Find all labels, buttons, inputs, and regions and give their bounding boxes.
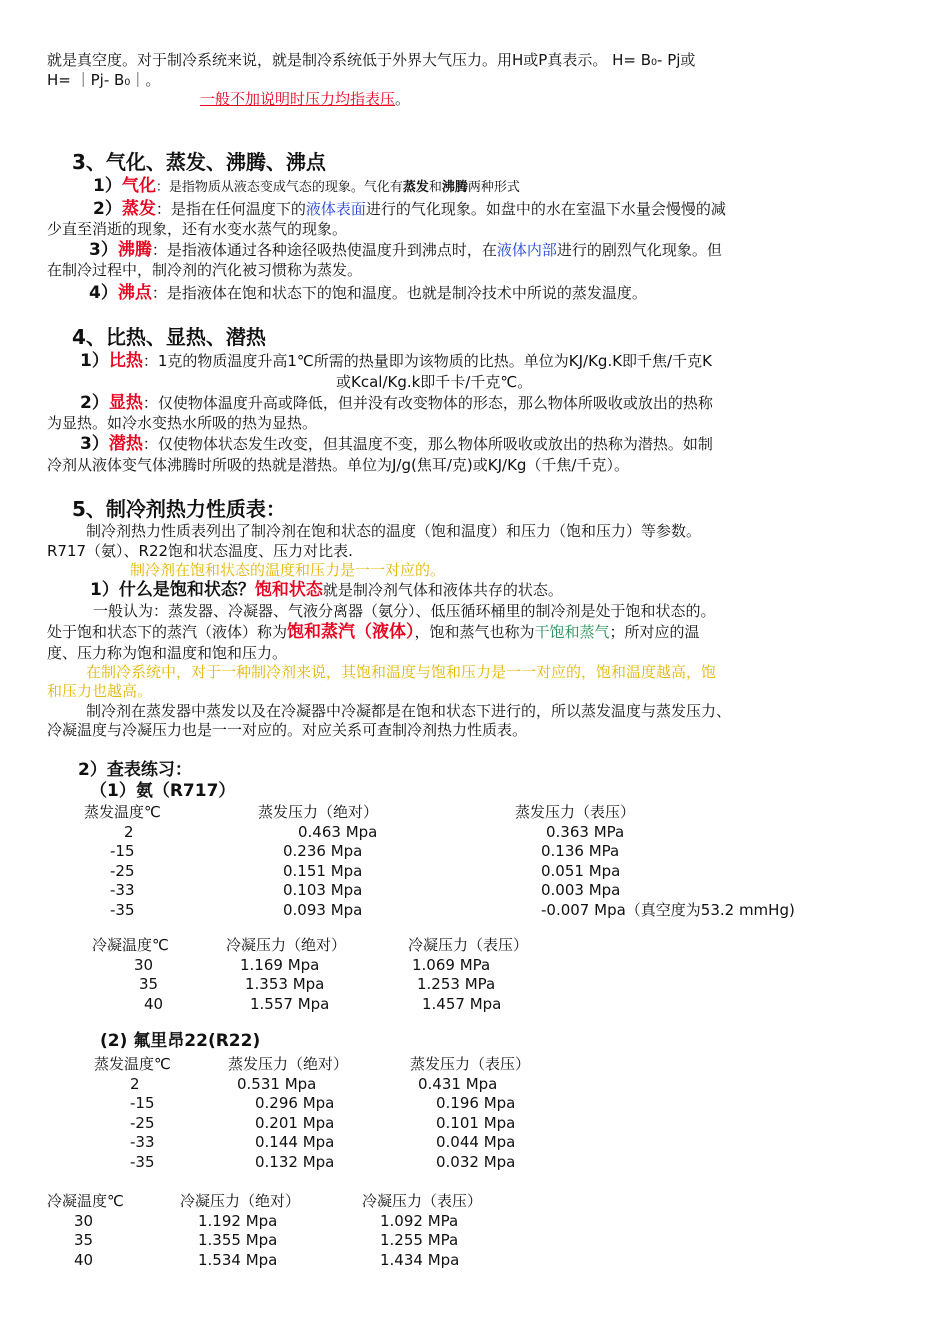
section-4-title: 4、比热、显热、潜热 (72, 325, 266, 349)
s5-line-7: 度、压力称为饱和温度和饱和压力。 (47, 644, 288, 662)
r22-evap-cell-0-2: 0.431 Mpa (418, 1074, 498, 1093)
nh3-evap-cell-2-1: 0.151 Mpa (283, 861, 363, 880)
nh3-cond-cell-0-1: 1.169 Mpa (240, 955, 320, 974)
section-3-title: 3、气化、蒸发、沸腾、沸点 (72, 150, 326, 174)
s4-item-2: 2）显热：仅使物体温度升高或降低，但并没有改变物体的形态，那么物体所吸收或放出的热称 (80, 393, 713, 413)
r22-cond-cell-2-2: 1.434 Mpa (380, 1250, 460, 1269)
s5-line-11: 冷凝温度与冷凝压力也是一一对应的。对应关系可查制冷剂热力性质表。 (47, 721, 528, 739)
nh3-evap-cell-4-1: 0.093 Mpa (283, 900, 363, 919)
r22-evap-cell-2-0: -25 (130, 1113, 155, 1132)
nh3-evap-cell-4-0: -35 (110, 900, 135, 919)
s3-item-3-line-2: 在制冷过程中，制冷剂的汽化被习惯称为蒸发。 (47, 261, 363, 279)
s5-line-6: 处于饱和状态下的蒸汽（液体）称为饱和蒸汽（液体），饱和蒸气也称为干饱和蒸气；所对应的温 (47, 622, 700, 642)
s5-line-2: R717（氨）、R22饱和状态温度、压力对比表. (47, 542, 353, 560)
nh3-title: （1）氨（R717） (90, 781, 236, 801)
r22-title: (2) 氟里昂22(R22) (100, 1031, 261, 1051)
nh3-evap-cell-1-2: 0.136 MPa (541, 842, 620, 860)
nh3-cond-cell-0-2: 1.069 MPa (412, 955, 491, 974)
nh3-evap-header-0: 蒸发温度℃ (84, 803, 161, 821)
s5-question-1: 1）什么是饱和状态？饱和状态就是制冷剂气体和液体共存的状态。 (90, 580, 563, 600)
intro-note: 一般不加说明时压力均指表压。 (200, 90, 411, 108)
nh3-evap-cell-2-0: -25 (110, 861, 135, 880)
r22-evap-cell-0-0: 2 (130, 1074, 140, 1093)
nh3-evap-cell-3-2: 0.003 Mpa (541, 881, 621, 899)
r22-cond-cell-2-1: 1.534 Mpa (198, 1250, 278, 1269)
practice-title: 2）查表练习： (78, 760, 192, 780)
r22-evap-cell-2-1: 0.201 Mpa (255, 1113, 335, 1132)
r22-evap-header-2: 蒸发压力（表压） (410, 1055, 531, 1073)
nh3-evap-cell-1-0: -15 (110, 842, 135, 860)
r22-evap-header-1: 蒸发压力（绝对） (228, 1055, 349, 1073)
r22-evap-cell-4-2: 0.032 Mpa (436, 1152, 516, 1171)
s3-item-2-line-2: 少直至消逝的现象，还有水变水蒸气的现象。 (47, 220, 348, 238)
s5-line-9: 和压力也越高。 (47, 682, 153, 700)
nh3-evap-cell-0-1: 0.463 Mpa (298, 822, 378, 841)
nh3-evap-cell-3-0: -33 (110, 881, 135, 899)
s5-line-5: 一般认为：蒸发器、冷凝器、气液分离器（氨分）、低压循环桶里的制冷剂是处于饱和状态的。 (93, 602, 716, 620)
r22-evap-cell-1-1: 0.296 Mpa (255, 1094, 335, 1112)
r22-cond-cell-0-0: 30 (74, 1211, 94, 1230)
r22-evap-header-0: 蒸发温度℃ (94, 1055, 171, 1073)
nh3-cond-cell-2-0: 40 (144, 994, 164, 1013)
nh3-cond-cell-0-0: 30 (134, 955, 154, 974)
s5-line-8: 在制冷系统中，对于一种制冷剂来说，其饱和温度与饱和压力是一一对应的，饱和温度越高，饱 (86, 663, 717, 681)
nh3-cond-header-2: 冷凝压力（表压） (408, 936, 529, 954)
r22-cond-cell-1-0: 35 (74, 1231, 94, 1249)
nh3-cond-cell-1-2: 1.253 MPa (417, 975, 496, 993)
r22-cond-header-0: 冷凝温度℃ (47, 1192, 124, 1210)
nh3-evap-cell-0-0: 2 (124, 822, 134, 841)
r22-evap-cell-4-1: 0.132 Mpa (255, 1152, 335, 1171)
r22-evap-cell-1-0: -15 (130, 1094, 155, 1112)
nh3-cond-header-0: 冷凝温度℃ (92, 936, 169, 954)
r22-cond-cell-0-2: 1.092 MPa (380, 1211, 459, 1230)
s3-item-1: 1）气化：是指物质从液态变成气态的现象。气化有蒸发和沸腾两种形式 (93, 176, 520, 196)
s4-item-3: 3）潜热：仅使物体状态发生改变，但其温度不变，那么物体所吸收或放出的热称为潜热。如制 (80, 434, 713, 454)
nh3-evap-header-2: 蒸发压力（表压） (515, 803, 636, 821)
r22-evap-cell-3-2: 0.044 Mpa (436, 1133, 516, 1151)
r22-evap-cell-4-0: -35 (130, 1152, 155, 1171)
r22-evap-cell-1-2: 0.196 Mpa (436, 1094, 516, 1112)
s3-item-4: 4）沸点：是指液体在饱和状态下的饱和温度。也就是制冷技术中所说的蒸发温度。 (89, 283, 647, 303)
s4-item-1-line-2: 或Kcal/Kg.k即千卡/千克℃。 (336, 373, 533, 391)
nh3-cond-header-1: 冷凝压力（绝对） (226, 936, 347, 954)
nh3-evap-cell-0-2: 0.363 MPa (546, 822, 625, 841)
s4-item-2-line-2: 为显热。如冷水变热水所吸的热为显热。 (47, 414, 318, 432)
intro-line-1: 就是真空度。对于制冷系统来说，就是制冷系统低于外界大气压力。用H或P真表示。 H= B₀- Pj或 (47, 51, 696, 69)
s5-line-1: 制冷剂热力性质表列出了制冷剂在饱和状态的温度（饱和温度）和压力（饱和压力）等参数。 (86, 522, 702, 540)
r22-cond-cell-1-1: 1.355 Mpa (198, 1231, 278, 1249)
r22-evap-cell-3-1: 0.144 Mpa (255, 1133, 335, 1151)
nh3-evap-header-1: 蒸发压力（绝对） (258, 803, 379, 821)
r22-evap-cell-2-2: 0.101 Mpa (436, 1113, 516, 1132)
nh3-evap-cell-1-1: 0.236 Mpa (283, 842, 363, 860)
nh3-evap-cell-2-2: 0.051 Mpa (541, 861, 621, 880)
nh3-cond-cell-2-2: 1.457 Mpa (422, 994, 502, 1013)
r22-cond-header-1: 冷凝压力（绝对） (180, 1192, 301, 1210)
r22-cond-header-2: 冷凝压力（表压） (362, 1192, 483, 1210)
s4-item-1: 1）比热：1克的物质温度升高1℃所需的热量即为该物质的比热。单位为KJ/Kg.K即千焦/千克K (80, 351, 712, 371)
r22-cond-cell-0-1: 1.192 Mpa (198, 1211, 278, 1230)
s5-line-10: 制冷剂在蒸发器中蒸发以及在冷凝器中冷凝都是在饱和状态下进行的，所以蒸发温度与蒸发压力、 (86, 702, 732, 720)
r22-cond-cell-1-2: 1.255 MPa (380, 1231, 459, 1249)
r22-evap-cell-3-0: -33 (130, 1133, 155, 1151)
nh3-cond-cell-1-0: 35 (139, 975, 159, 993)
s4-item-3-line-2: 冷剂从液体变气体沸腾时所吸的热就是潜热。单位为J/g(焦耳/克)或KJ/Kg（千焦/千克）。 (47, 456, 629, 474)
nh3-cond-cell-1-1: 1.353 Mpa (245, 975, 325, 993)
intro-line-2: H= ｜Pj- B₀｜。 (47, 71, 161, 89)
nh3-evap-cell-4-2: -0.007 Mpa（真空度为53.2 mmHg) (541, 900, 795, 919)
s5-line-3: 制冷剂在饱和状态的温度和压力是一一对应的。 (130, 561, 446, 579)
s3-item-3: 3）沸腾：是指液体通过各种途径吸热使温度升到沸点时，在液体内部进行的剧烈气化现象。但 (89, 240, 722, 260)
nh3-cond-cell-2-1: 1.557 Mpa (250, 994, 330, 1013)
section-5-title: 5、制冷剂热力性质表： (72, 497, 286, 521)
s3-item-2: 2）蒸发：是指在任何温度下的液体表面进行的气化现象。如盘中的水在室温下水量会慢慢的减 (93, 199, 726, 219)
r22-cond-cell-2-0: 40 (74, 1250, 94, 1269)
note-text: 一般不加说明时压力均指表压 (200, 90, 396, 108)
r22-evap-cell-0-1: 0.531 Mpa (237, 1074, 317, 1093)
nh3-evap-cell-3-1: 0.103 Mpa (283, 881, 363, 899)
